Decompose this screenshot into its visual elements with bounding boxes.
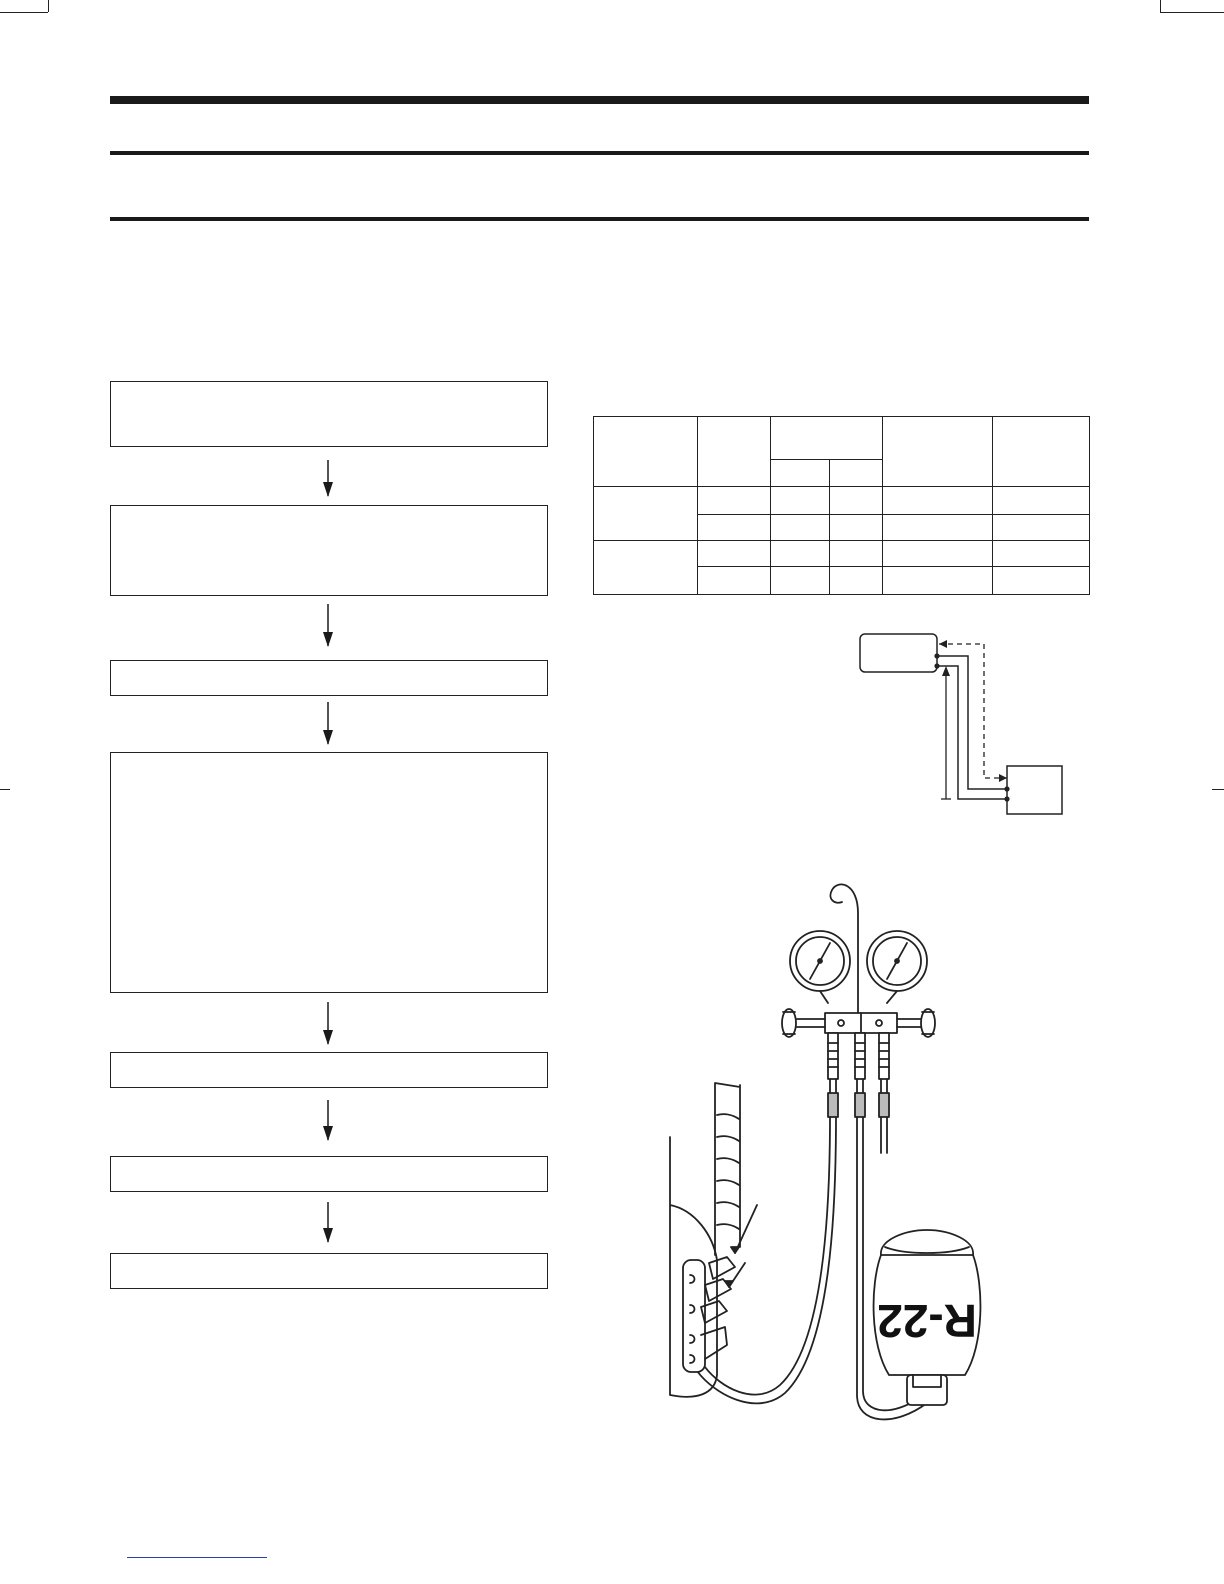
spec-cell bbox=[883, 515, 993, 541]
low-pressure-gauge bbox=[790, 931, 850, 991]
spec-header-cell bbox=[771, 417, 883, 460]
spec-subheader-cell bbox=[830, 460, 883, 487]
spec-cell bbox=[771, 567, 830, 595]
crop-mark-mid-right bbox=[1212, 789, 1224, 790]
header-rule-bottom bbox=[110, 217, 1089, 221]
spec-header-cell bbox=[993, 417, 1090, 487]
piping-diagram bbox=[855, 630, 1070, 820]
header-rule-thick bbox=[110, 96, 1089, 104]
spec-cell bbox=[993, 567, 1090, 595]
spec-cell bbox=[883, 567, 993, 595]
spec-cell bbox=[830, 541, 883, 567]
crop-mark-mid-left bbox=[0, 789, 10, 790]
spec-cell bbox=[698, 515, 771, 541]
spec-header-cell bbox=[883, 417, 993, 487]
spec-cell bbox=[771, 515, 830, 541]
spec-cell bbox=[698, 487, 771, 515]
arrow-down-icon bbox=[323, 1202, 333, 1243]
high-pressure-gauge bbox=[867, 931, 927, 991]
pipe-line bbox=[937, 666, 1007, 799]
outdoor-unit bbox=[1007, 766, 1062, 814]
valve-knob-icon bbox=[797, 1019, 825, 1027]
cylinder-label: R-22 bbox=[877, 1295, 977, 1347]
spec-cell bbox=[830, 515, 883, 541]
insulated-pipe bbox=[715, 1083, 740, 1255]
spec-cell bbox=[883, 541, 993, 567]
arrow-down-icon bbox=[323, 1100, 333, 1141]
crop-mark-top-right-v bbox=[1160, 0, 1161, 12]
spec-header-cell bbox=[594, 417, 698, 487]
spec-cell bbox=[993, 515, 1090, 541]
spec-table bbox=[593, 416, 1090, 595]
indoor-unit bbox=[860, 634, 937, 672]
charging-hose bbox=[881, 1117, 887, 1153]
spec-cell bbox=[830, 567, 883, 595]
page-link-underline[interactable] bbox=[127, 1557, 267, 1558]
valve-knob-icon bbox=[897, 1019, 921, 1027]
arrow-down-icon bbox=[323, 460, 333, 497]
spec-cell bbox=[993, 541, 1090, 567]
spec-cell bbox=[771, 541, 830, 567]
spec-cell bbox=[771, 487, 830, 515]
spec-cell bbox=[698, 567, 771, 595]
crop-mark-top-left-h bbox=[0, 12, 48, 13]
crop-mark-top-right-h bbox=[1160, 12, 1224, 13]
crop-mark-top-left-v bbox=[48, 0, 49, 12]
arrow-down-icon bbox=[323, 1002, 333, 1045]
header-rule-middle bbox=[110, 151, 1089, 155]
manifold-gauge-illustration bbox=[665, 875, 1035, 1435]
hanger-hook-icon bbox=[830, 884, 858, 1023]
flow-arrows bbox=[310, 450, 350, 1260]
arrow-down-icon bbox=[323, 604, 333, 647]
spec-cell bbox=[698, 541, 771, 567]
spec-subheader-cell bbox=[771, 460, 830, 487]
spec-header-cell bbox=[698, 417, 771, 487]
spec-row-label bbox=[594, 541, 698, 595]
dashed-control-wire bbox=[939, 644, 1007, 778]
spec-row-label bbox=[594, 487, 698, 541]
spec-cell bbox=[830, 487, 883, 515]
spec-cell bbox=[993, 487, 1090, 515]
spec-cell bbox=[883, 487, 993, 515]
arrow-down-icon bbox=[323, 702, 333, 745]
flow-step-1 bbox=[110, 381, 548, 447]
